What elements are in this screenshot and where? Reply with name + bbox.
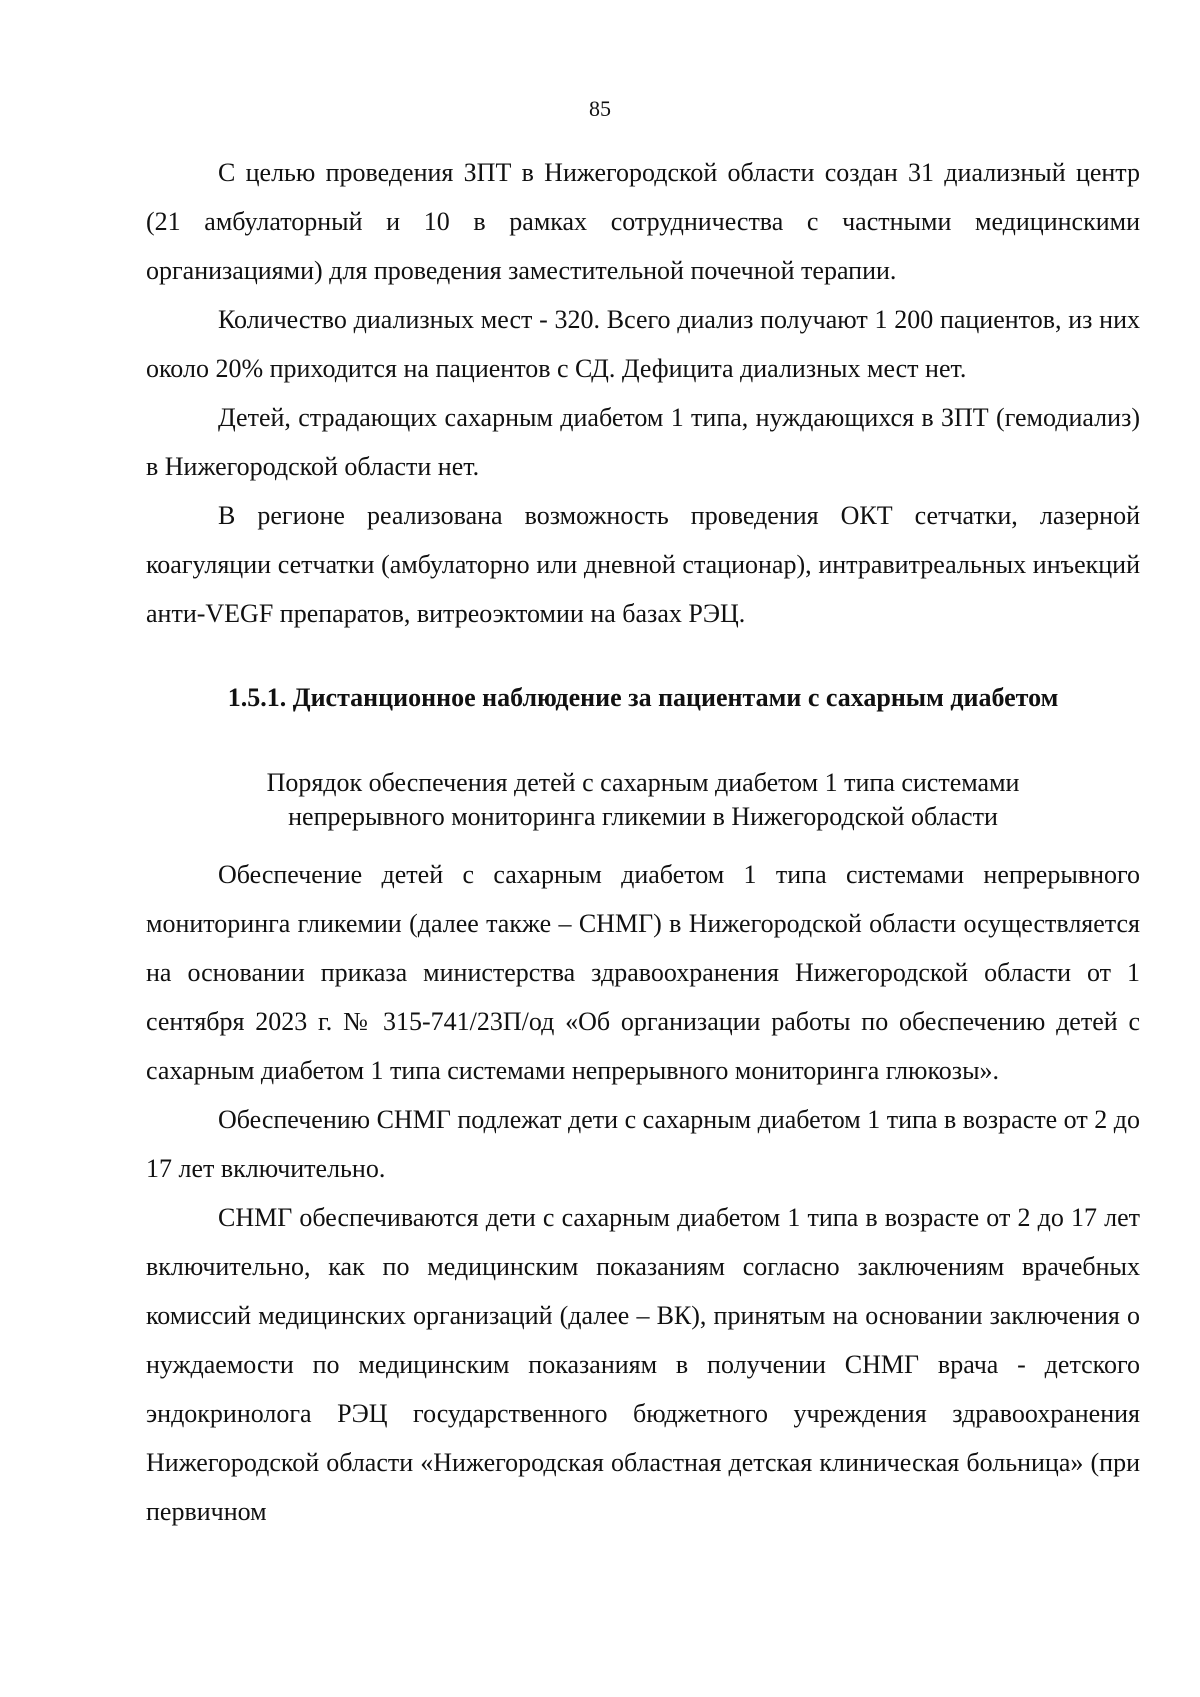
paragraph-retina-care: В регионе реализована возможность проведения ОКТ сетчатки, лазерной коагуляции сетчатки (амбулаторно или дневной стационар), интравитреальных инъекций анти-VEGF препаратов, витреоэктомии на базах РЭЦ. xyxy=(146,501,1140,628)
paragraph-cgm-provision: СНМГ обеспечиваются дети с сахарным диабетом 1 типа в возрасте от 2 до 17 лет включительно, как по медицинским показаниям согласно заключениям врачебных комиссий медицинских организаций (далее – ВК), принятым на основании заключения о нуждаемости по медицинским показаниям в получении СНМГ врача - детского эндокринолога РЭЦ государственного бюджетного учреждения здравоохранения Нижегородской области «Нижегородская областная детская клиническая больница» (при первичном xyxy=(146,1203,1140,1526)
page-number: 85 xyxy=(589,96,611,121)
section-heading: 1.5.1. Дистанционное наблюдение за пациентами с сахарным диабетом xyxy=(227,683,1059,712)
paragraph-dialysis-places: Количество диализных мест - 320. Всего диализ получают 1 200 пациентов, из них около 20% приходится на пациентов с СД. Дефицита диализных мест нет. xyxy=(146,305,1140,383)
paragraph-cgm-eligibility: Обеспечению СНМГ подлежат дети с сахарным диабетом 1 типа в возрасте от 2 до 17 лет включительно. xyxy=(146,1105,1140,1183)
document-body xyxy=(146,148,1140,1536)
paragraph-cgm-order: Обеспечение детей с сахарным диабетом 1 типа системами непрерывного мониторинга гликемии (далее также – СНМГ) в Нижегородской области осуществляется на основании приказа министерства здравоохранения Нижегородской области от 1 сентября 2023 г. № 315-741/23П/од «Об организации работы по обеспечению детей с сахарным диабетом 1 типа системами непрерывного мониторинга глюкозы». xyxy=(146,860,1140,1085)
paragraph-dialysis-centers: С целью проведения ЗПТ в Нижегородской области создан 31 диализный центр (21 амбулаторный и 10 в рамках сотрудничества с частными медицинскими организациями) для проведения заместительной почечной терапии. xyxy=(146,158,1140,285)
paragraph-children-rrt: Детей, страдающих сахарным диабетом 1 типа, нуждающихся в ЗПТ (гемодиализ) в Нижегородской области нет. xyxy=(146,403,1140,481)
subsection-heading-line1: Порядок обеспечения детей с сахарным диабетом 1 типа системами xyxy=(266,768,1020,797)
subsection-heading-line2: непрерывного мониторинга гликемии в Нижегородской области xyxy=(288,802,998,831)
subsection-heading xyxy=(146,766,1140,834)
